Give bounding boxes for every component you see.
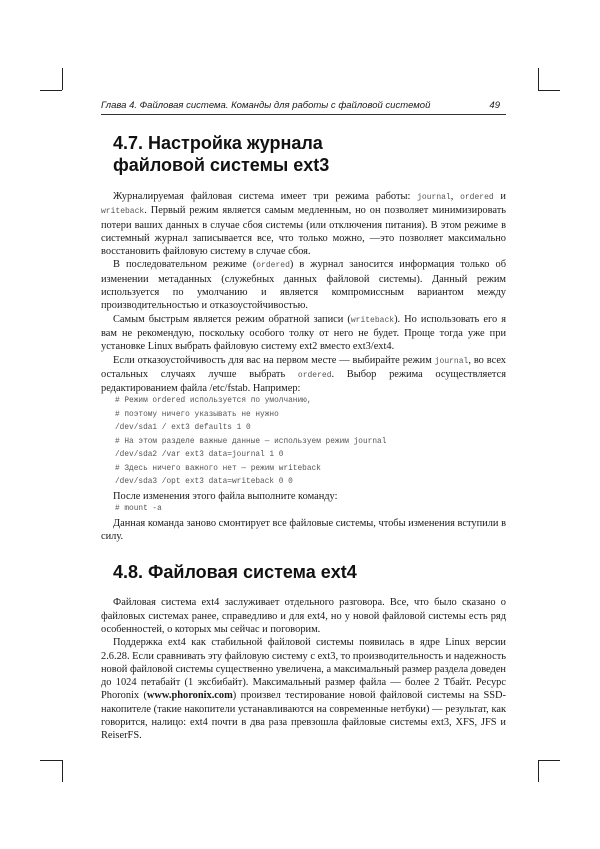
- paragraph: В последовательном режиме (ordered) в журнал заносится информация только об изменении метаданных (служебных данных файловой системы). Данный режим используется по умолчанию и является компромиссным вариантом между производительностью и отказоустойчивостью.: [101, 259, 506, 312]
- running-header: [101, 100, 506, 115]
- inline-code: ordered: [297, 370, 332, 380]
- inline-code: ordered: [460, 193, 494, 202]
- code-line: /dev/sda3 /opt ext3 data=writeback 0 0: [115, 478, 293, 487]
- code-line: # Режим ordered используется по умолчанию,: [115, 397, 312, 406]
- code-line: /dev/sda2 /var ext3 data=journal 1 0: [115, 451, 284, 460]
- crop-mark: [40, 90, 62, 91]
- crop-mark: [538, 90, 560, 91]
- crop-mark: [538, 760, 539, 782]
- link-phoronix: www.phoronix.com: [146, 690, 233, 702]
- paragraph: Журналируемая файловая система имеет три режима работы: journal, ordered и writeback. Первый режим является самым медленным, но он позволяет минимизировать потери ваших данных в случае сбоя системы (или отключения питания). В этом режиме в системный журнал записывается все, что только можно, —это позволяет максимально восстановить файловую систему в случае сбоя.: [101, 191, 506, 258]
- code-line: # поэтому ничего указывать не нужно: [115, 410, 279, 419]
- inline-code: writeback: [101, 207, 145, 217]
- section-heading-4-8: 4.8. Файловая система ext4: [113, 562, 357, 583]
- paragraph: Поддержка ext4 как стабильной файловой системы появилась в ядре Linux версии 2.6.28. Если сравнивать эту файловую систему с ext3, то производительность и надежность новой файловой системы существенно увеличена, а максимальный размер раздела доведен до 1024 петабайт (1 эксбибайт). Максимальный размер файла — более 2 Тбайт. Ресурс Phoronix (www.phoronix.com) произвел тестирование новой файловой системы на SSD-накопителе (такие накопители устанавливаются на современные нетбуки) — результат, как говорится, налицо: ext4 почти в два раза превзошла файловые системы ext3, XFS, JFS и ReiserFS.: [101, 637, 506, 742]
- code-line: # Здесь ничего важного нет — режим writeback: [115, 464, 321, 473]
- inline-code: journal: [434, 356, 469, 366]
- heading-line: 4.7. Настройка журнала: [113, 133, 323, 153]
- page-number: 49: [489, 100, 500, 111]
- crop-mark: [62, 760, 63, 782]
- paragraph: Самым быстрым является режим обратной записи (writeback). Но использовать его я вам не рекомендую, поскольку особого толку от него не будет. Проще тогда уже при установке Linux выбрать файловую систему ext2 вместо ext3/ext4.: [101, 313, 506, 353]
- paragraph: Данная команда заново смонтирует все файловые системы, чтобы изменения вступили в силу.: [101, 517, 506, 543]
- paragraph: Файловая система ext4 заслуживает отдельного разговора. Все, что было сказано о файловых системах ранее, справедливо и для ext4, но у новой файловой системы есть ряд особенностей, о которых мы сейчас и поговорим.: [101, 597, 506, 635]
- heading-line: файловой системы ext3: [113, 155, 330, 175]
- crop-mark: [538, 760, 560, 761]
- paragraph: После изменения этого файла выполните команду:: [113, 490, 338, 502]
- code-block-command: [101, 503, 506, 517]
- section-4-7-body: [101, 190, 506, 543]
- paragraph: Если отказоустойчивость для вас на первом месте — выбирайте режим journal, во всех остальных случаях лучше выбрать ordered. Выбор режима осуществляется редактированием файла /etc/fstab. Например:: [101, 354, 507, 395]
- book-page: [101, 100, 506, 743]
- code-block-fstab: [101, 395, 506, 490]
- inline-code: journal: [417, 193, 451, 202]
- crop-mark: [62, 68, 63, 90]
- section-heading-4-7: [113, 132, 506, 176]
- inline-code: writeback: [350, 315, 395, 325]
- code-line: # mount -a: [115, 505, 162, 514]
- running-title: Глава 4. Файловая система. Команды для работы с файловой системой: [101, 100, 431, 111]
- inline-code: ordered: [256, 261, 290, 271]
- code-line: /dev/sda1 / ext3 defaults 1 0: [115, 424, 251, 433]
- code-line: # На этом разделе важные данные — используем режим journal: [115, 437, 387, 446]
- section-4-8-body: [101, 596, 506, 742]
- crop-mark: [40, 760, 62, 761]
- crop-mark: [538, 68, 539, 90]
